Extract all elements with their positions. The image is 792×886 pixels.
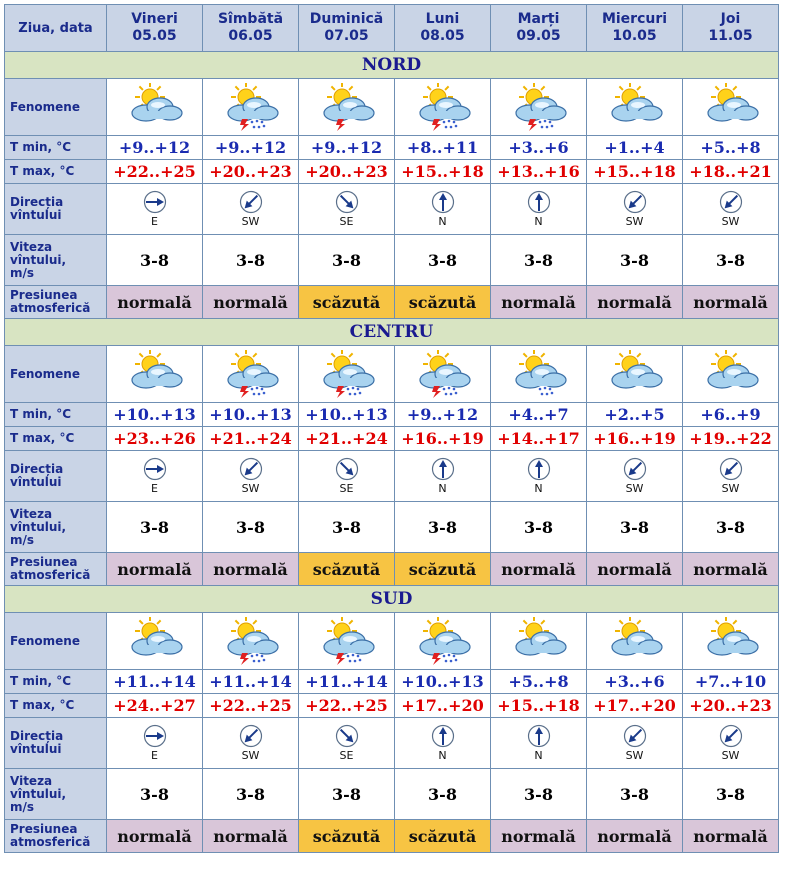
row-wind-speed: [5, 769, 779, 820]
wind-speed-value: 3-8: [491, 769, 587, 820]
row-fenomene: [5, 613, 779, 670]
wind-speed-value: 3-8: [683, 235, 779, 286]
wind-direction-text: SW: [721, 749, 740, 762]
sun-cloud-rain-thunder-icon: [316, 617, 378, 665]
region-header-row: [5, 52, 779, 79]
sun-cloud-icon: [124, 350, 186, 398]
tmax-value: +15..+18: [491, 694, 587, 718]
row-label: [5, 346, 107, 403]
wind-direction-text: SE: [339, 482, 354, 495]
tmin-value: +3..+6: [491, 136, 587, 160]
wind-speed-value: 3-8: [395, 502, 491, 553]
wind-direction-text: SW: [241, 749, 260, 762]
row-label: [5, 286, 107, 319]
wind-speed-value: 3-8: [587, 769, 683, 820]
row-label-text: atmosferică: [10, 301, 91, 315]
tmax-value: +20..+23: [203, 160, 299, 184]
row-label: [5, 613, 107, 670]
wind-direction-cell: [299, 184, 395, 235]
pressure-value: scăzută: [299, 553, 395, 586]
row-label: [5, 820, 107, 853]
sun-cloud-icon: [604, 83, 666, 131]
row-label-text: Direcția: [10, 195, 64, 209]
sun-cloud-icon: [700, 83, 762, 131]
sun-cloud-icon: [700, 350, 762, 398]
wind-direction-arrow-icon: [623, 457, 647, 481]
row-label-text: m/s: [10, 265, 35, 280]
wind-direction-text: N: [534, 749, 543, 762]
day-name: Vineri: [131, 11, 178, 27]
wind-direction-arrow-icon: [527, 190, 551, 214]
weather-cell: [395, 613, 491, 670]
day-date: 06.05: [228, 28, 273, 44]
day-name: Marți: [517, 11, 560, 27]
wind-direction-cell: [587, 184, 683, 235]
wind-direction-arrow-icon: [431, 457, 455, 481]
region-title: SUD: [5, 586, 779, 613]
sun-cloud-rain-icon: [508, 350, 570, 398]
wind-direction-cell: [107, 718, 203, 769]
row-label-text: Viteza: [10, 239, 53, 254]
wind-direction-text: SW: [721, 215, 740, 228]
row-label-text: m/s: [10, 799, 35, 814]
sun-cloud-icon: [124, 83, 186, 131]
row-wind-speed: [5, 235, 779, 286]
wind-direction-arrow-icon: [527, 724, 551, 748]
pressure-value: normală: [587, 820, 683, 853]
pressure-value: normală: [491, 553, 587, 586]
pressure-value: normală: [587, 286, 683, 319]
day-date: 07.05: [324, 28, 369, 44]
row-tmax: [5, 694, 779, 718]
tmin-value: +11..+14: [107, 670, 203, 694]
day-header: [395, 5, 491, 52]
wind-direction-text: E: [151, 215, 158, 228]
row-label-text: m/s: [10, 532, 35, 547]
pressure-value: normală: [203, 553, 299, 586]
wind-direction-cell: [203, 184, 299, 235]
tmax-value: +23..+26: [107, 427, 203, 451]
row-label-text: T min, °C: [10, 140, 72, 154]
row-label-text: Viteza: [10, 506, 53, 521]
row-label-text: T max, °C: [10, 698, 75, 712]
day-date: 08.05: [420, 28, 465, 44]
header-row: [5, 5, 779, 52]
row-pressure: [5, 286, 779, 319]
row-label-text: Fenomene: [10, 99, 80, 114]
weather-cell: [587, 346, 683, 403]
forecast-table: [4, 4, 779, 853]
row-label-text: Direcția: [10, 462, 64, 476]
wind-direction-cell: [203, 718, 299, 769]
wind-direction-cell: [683, 718, 779, 769]
wind-direction-arrow-icon: [335, 457, 359, 481]
pressure-value: normală: [587, 553, 683, 586]
wind-direction-cell: [299, 451, 395, 502]
row-label-text: Viteza: [10, 773, 53, 788]
wind-direction-text: SW: [241, 482, 260, 495]
weather-cell: [683, 79, 779, 136]
wind-speed-value: 3-8: [587, 502, 683, 553]
day-name: Luni: [425, 11, 460, 27]
weather-cell: [107, 613, 203, 670]
wind-direction-text: SE: [339, 215, 354, 228]
row-wind-direction: [5, 718, 779, 769]
weather-cell: [683, 613, 779, 670]
wind-direction-arrow-icon: [335, 190, 359, 214]
day-date: 10.05: [612, 28, 657, 44]
wind-speed-value: 3-8: [683, 769, 779, 820]
pressure-value: normală: [203, 820, 299, 853]
wind-direction-arrow-icon: [623, 190, 647, 214]
weather-cell: [491, 346, 587, 403]
sun-cloud-rain-thunder-icon: [220, 617, 282, 665]
weather-cell: [395, 346, 491, 403]
tmin-value: +10..+13: [107, 403, 203, 427]
pressure-value: normală: [683, 820, 779, 853]
tmax-value: +22..+25: [299, 694, 395, 718]
day-name: Duminică: [309, 11, 384, 27]
tmax-value: +16..+19: [587, 427, 683, 451]
pressure-value: normală: [203, 286, 299, 319]
day-header: [107, 5, 203, 52]
pressure-value: scăzută: [395, 553, 491, 586]
sun-cloud-rain-thunder-icon: [508, 83, 570, 131]
weather-cell: [395, 79, 491, 136]
row-label-text: T max, °C: [10, 164, 75, 178]
wind-direction-cell: [491, 718, 587, 769]
wind-direction-arrow-icon: [143, 724, 167, 748]
wind-speed-value: 3-8: [395, 769, 491, 820]
weather-cell: [107, 346, 203, 403]
row-label: [5, 136, 107, 160]
region-header-row: [5, 319, 779, 346]
row-label-text: Fenomene: [10, 633, 80, 648]
weather-cell: [491, 613, 587, 670]
tmin-value: +9..+12: [395, 403, 491, 427]
weather-cell: [299, 346, 395, 403]
row-label: [5, 79, 107, 136]
row-pressure: [5, 820, 779, 853]
region-title: CENTRU: [5, 319, 779, 346]
tmax-value: +22..+25: [107, 160, 203, 184]
pressure-value: normală: [683, 553, 779, 586]
pressure-value: normală: [683, 286, 779, 319]
row-fenomene: [5, 79, 779, 136]
wind-speed-value: 3-8: [299, 502, 395, 553]
row-fenomene: [5, 346, 779, 403]
row-label-text: vîntului,: [10, 252, 67, 267]
sun-cloud-icon: [604, 617, 666, 665]
tmin-value: +5..+8: [491, 670, 587, 694]
row-wind-direction: [5, 451, 779, 502]
wind-direction-arrow-icon: [527, 457, 551, 481]
weather-cell: [107, 79, 203, 136]
wind-direction-text: SW: [721, 482, 740, 495]
row-wind-direction: [5, 184, 779, 235]
wind-direction-text: N: [534, 482, 543, 495]
row-label-text: Presiunea: [10, 822, 78, 836]
row-label: [5, 502, 107, 553]
row-label-text: vîntului: [10, 742, 62, 756]
sun-cloud-rain-thunder-icon: [220, 83, 282, 131]
day-header: [683, 5, 779, 52]
tmax-value: +18..+21: [683, 160, 779, 184]
wind-speed-value: 3-8: [203, 235, 299, 286]
tmin-value: +9..+12: [107, 136, 203, 160]
row-label-text: vîntului: [10, 475, 62, 489]
row-label-text: atmosferică: [10, 835, 91, 849]
tmin-value: +9..+12: [299, 136, 395, 160]
tmax-value: +20..+23: [299, 160, 395, 184]
weather-cell: [203, 613, 299, 670]
row-label-text: T min, °C: [10, 674, 72, 688]
wind-direction-arrow-icon: [239, 724, 263, 748]
row-label: [5, 427, 107, 451]
day-date: 05.05: [132, 28, 177, 44]
wind-direction-cell: [395, 451, 491, 502]
wind-direction-text: N: [438, 482, 447, 495]
weather-cell: [491, 79, 587, 136]
wind-speed-value: 3-8: [299, 235, 395, 286]
row-label-text: Presiunea: [10, 555, 78, 569]
row-label: [5, 451, 107, 502]
wind-speed-value: 3-8: [107, 502, 203, 553]
weather-cell: [299, 613, 395, 670]
wind-speed-value: 3-8: [299, 769, 395, 820]
wind-direction-text: E: [151, 749, 158, 762]
wind-speed-value: 3-8: [683, 502, 779, 553]
wind-speed-value: 3-8: [203, 769, 299, 820]
pressure-value: scăzută: [299, 820, 395, 853]
tmin-value: +10..+13: [299, 403, 395, 427]
row-pressure: [5, 553, 779, 586]
wind-direction-arrow-icon: [431, 190, 455, 214]
wind-direction-arrow-icon: [143, 457, 167, 481]
row-label-text: T max, °C: [10, 431, 75, 445]
tmin-value: +11..+14: [203, 670, 299, 694]
sun-cloud-rain-thunder-icon: [220, 350, 282, 398]
row-label-text: T min, °C: [10, 407, 72, 421]
tmax-value: +13..+16: [491, 160, 587, 184]
tmin-value: +4..+7: [491, 403, 587, 427]
weather-cell: [203, 346, 299, 403]
wind-direction-cell: [491, 184, 587, 235]
wind-direction-arrow-icon: [719, 190, 743, 214]
tmin-value: +10..+13: [395, 670, 491, 694]
sun-cloud-icon: [604, 350, 666, 398]
weather-cell: [203, 79, 299, 136]
pressure-value: scăzută: [299, 286, 395, 319]
wind-direction-arrow-icon: [335, 724, 359, 748]
tmax-value: +16..+19: [395, 427, 491, 451]
weather-cell: [299, 79, 395, 136]
row-label: [5, 553, 107, 586]
day-name: Miercuri: [601, 11, 668, 27]
wind-direction-cell: [299, 718, 395, 769]
wind-direction-text: N: [534, 215, 543, 228]
wind-direction-cell: [683, 184, 779, 235]
row-label-text: Direcția: [10, 729, 64, 743]
pressure-value: scăzută: [395, 286, 491, 319]
sun-cloud-rain-thunder-icon: [412, 350, 474, 398]
tmin-value: +5..+8: [683, 136, 779, 160]
tmax-value: +21..+24: [299, 427, 395, 451]
tmax-value: +22..+25: [203, 694, 299, 718]
day-date: 09.05: [516, 28, 561, 44]
row-tmin: [5, 403, 779, 427]
wind-direction-text: SW: [625, 482, 644, 495]
wind-direction-text: SW: [625, 749, 644, 762]
day-name: Joi: [720, 11, 741, 27]
sun-cloud-thunder-icon: [316, 83, 378, 131]
tmin-value: +2..+5: [587, 403, 683, 427]
wind-direction-arrow-icon: [143, 190, 167, 214]
weather-cell: [587, 613, 683, 670]
wind-direction-arrow-icon: [431, 724, 455, 748]
tmax-value: +17..+20: [395, 694, 491, 718]
tmax-value: +14..+17: [491, 427, 587, 451]
tmax-value: +21..+24: [203, 427, 299, 451]
region-header-row: [5, 586, 779, 613]
tmin-value: +11..+14: [299, 670, 395, 694]
tmax-value: +19..+22: [683, 427, 779, 451]
weather-cell: [587, 79, 683, 136]
wind-direction-cell: [203, 451, 299, 502]
pressure-value: scăzută: [395, 820, 491, 853]
sun-cloud-icon: [700, 617, 762, 665]
day-header: [299, 5, 395, 52]
wind-direction-arrow-icon: [623, 724, 647, 748]
sun-cloud-rain-thunder-icon: [412, 617, 474, 665]
tmin-value: +1..+4: [587, 136, 683, 160]
wind-direction-arrow-icon: [239, 190, 263, 214]
day-header: [587, 5, 683, 52]
tmin-value: +6..+9: [683, 403, 779, 427]
tmax-value: +17..+20: [587, 694, 683, 718]
header-label: Ziua, data: [5, 5, 107, 52]
wind-speed-value: 3-8: [491, 235, 587, 286]
row-label: [5, 160, 107, 184]
sun-cloud-rain-thunder-icon: [316, 350, 378, 398]
row-label: [5, 694, 107, 718]
wind-direction-cell: [107, 184, 203, 235]
tmin-value: +8..+11: [395, 136, 491, 160]
weather-cell: [683, 346, 779, 403]
wind-direction-cell: [107, 451, 203, 502]
row-label-text: atmosferică: [10, 568, 91, 582]
wind-direction-text: E: [151, 482, 158, 495]
wind-direction-text: N: [438, 749, 447, 762]
pressure-value: normală: [491, 286, 587, 319]
row-label: [5, 670, 107, 694]
pressure-value: normală: [491, 820, 587, 853]
tmin-value: +9..+12: [203, 136, 299, 160]
wind-direction-cell: [395, 718, 491, 769]
wind-speed-value: 3-8: [203, 502, 299, 553]
sun-cloud-rain-thunder-icon: [412, 83, 474, 131]
pressure-value: normală: [107, 820, 203, 853]
wind-speed-value: 3-8: [491, 502, 587, 553]
wind-direction-cell: [587, 451, 683, 502]
tmin-value: +3..+6: [587, 670, 683, 694]
row-label: [5, 184, 107, 235]
tmax-value: +24..+27: [107, 694, 203, 718]
day-header: [203, 5, 299, 52]
tmax-value: +15..+18: [587, 160, 683, 184]
wind-direction-arrow-icon: [719, 724, 743, 748]
pressure-value: normală: [107, 553, 203, 586]
row-tmin: [5, 670, 779, 694]
row-label-text: Fenomene: [10, 366, 80, 381]
wind-speed-value: 3-8: [395, 235, 491, 286]
row-label-text: vîntului,: [10, 786, 67, 801]
wind-speed-value: 3-8: [107, 235, 203, 286]
tmax-value: +20..+23: [683, 694, 779, 718]
wind-direction-arrow-icon: [719, 457, 743, 481]
row-tmin: [5, 136, 779, 160]
sun-cloud-icon: [124, 617, 186, 665]
day-header: [491, 5, 587, 52]
wind-speed-value: 3-8: [587, 235, 683, 286]
wind-direction-text: SW: [241, 215, 260, 228]
tmax-value: +15..+18: [395, 160, 491, 184]
wind-direction-text: SW: [625, 215, 644, 228]
row-label-text: vîntului: [10, 208, 62, 222]
sun-cloud-icon: [508, 617, 570, 665]
wind-direction-text: N: [438, 215, 447, 228]
row-tmax: [5, 160, 779, 184]
wind-speed-value: 3-8: [107, 769, 203, 820]
wind-direction-arrow-icon: [239, 457, 263, 481]
row-label: [5, 403, 107, 427]
pressure-value: normală: [107, 286, 203, 319]
row-label-text: Presiunea: [10, 288, 78, 302]
row-label-text: vîntului,: [10, 519, 67, 534]
tmin-value: +10..+13: [203, 403, 299, 427]
wind-direction-cell: [587, 718, 683, 769]
row-label: [5, 769, 107, 820]
wind-direction-cell: [491, 451, 587, 502]
wind-direction-cell: [395, 184, 491, 235]
row-tmax: [5, 427, 779, 451]
wind-direction-text: SE: [339, 749, 354, 762]
wind-direction-cell: [683, 451, 779, 502]
row-label: [5, 235, 107, 286]
tmin-value: +7..+10: [683, 670, 779, 694]
day-date: 11.05: [708, 28, 753, 44]
row-wind-speed: [5, 502, 779, 553]
region-title: NORD: [5, 52, 779, 79]
row-label: [5, 718, 107, 769]
day-name: Sîmbătă: [217, 11, 284, 27]
